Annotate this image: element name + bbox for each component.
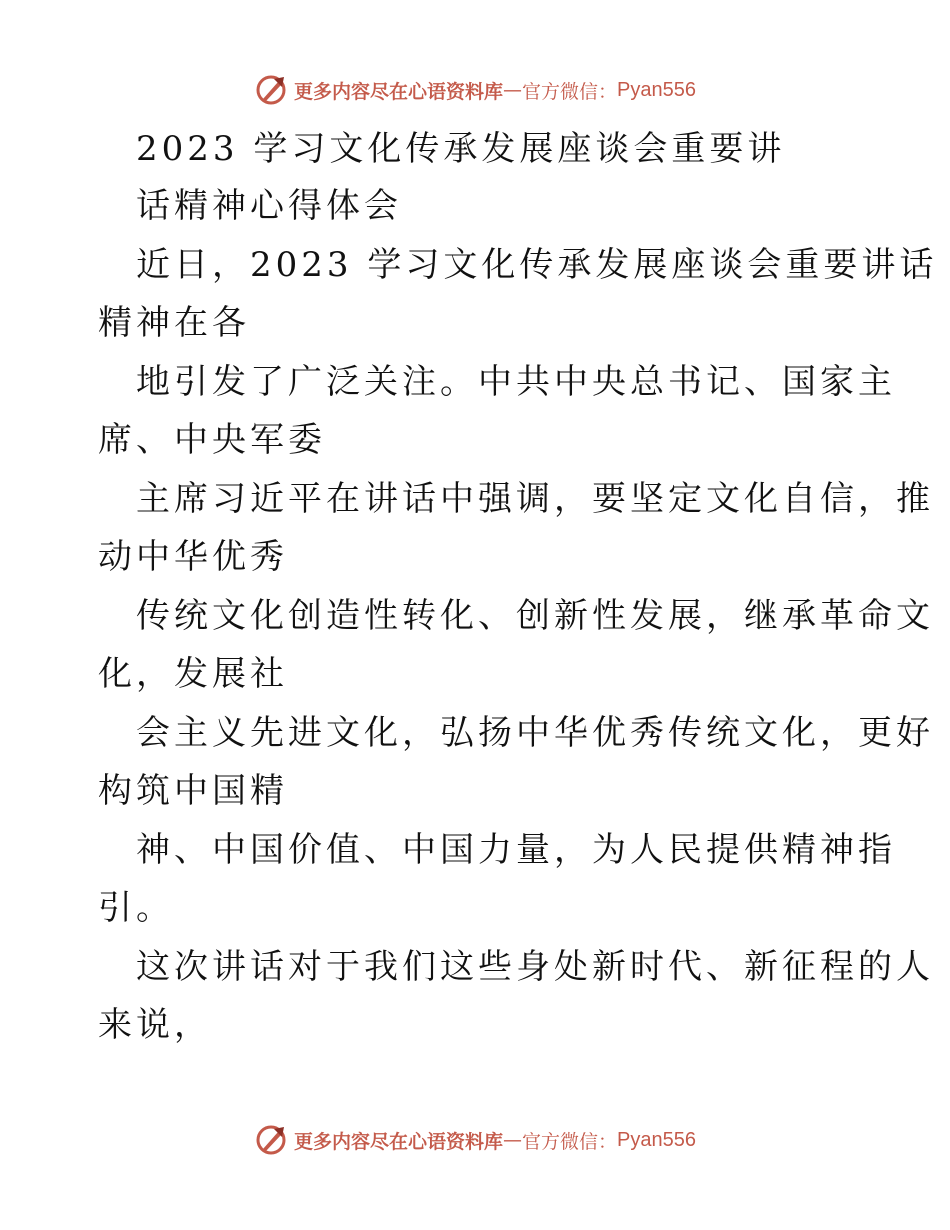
paragraph-line: 近日，2023 学习文化传承发展座谈会重要讲话 (136, 245, 938, 285)
header-watermark (0, 70, 950, 110)
paragraph-line: 这次讲话对于我们这些身处新时代、新征程的人 (136, 947, 934, 987)
watermark-main-text: 更多内容尽在心语资料库 (294, 80, 504, 103)
quill-logo-icon (254, 1123, 288, 1157)
paragraph-line: 神、中国价值、中国力量，为人民提供精神指 (136, 830, 896, 870)
paragraph-line: 引。 (98, 888, 174, 928)
paragraph-line: 席、中央军委 (98, 420, 326, 460)
title-line-1: 2023 学习文化传承发展座谈会重要讲 (136, 129, 786, 169)
paragraph-line: 构筑中国精 (98, 771, 288, 811)
watermark-id: Pyan556 (617, 1128, 696, 1151)
paragraph-line: 精神在各 (98, 303, 250, 343)
paragraph-line: 会主义先进文化，弘扬中华优秀传统文化，更好 (136, 713, 934, 753)
title-line-2: 话精神心得体会 (136, 186, 402, 226)
quill-logo-icon (254, 73, 288, 107)
watermark-dash: — (503, 1129, 523, 1151)
paragraph-line: 主席习近平在讲话中强调，要坚定文化自信，推 (136, 479, 934, 519)
watermark-main-text: 更多内容尽在心语资料库 (294, 1130, 504, 1153)
paragraph-line: 来说， (98, 1005, 212, 1045)
footer-watermark (0, 1120, 950, 1160)
watermark-id: Pyan556 (617, 78, 696, 101)
watermark-sub-text: 官方微信： (522, 80, 618, 103)
watermark-sub-text: 官方微信： (522, 1130, 618, 1153)
paragraph-line: 地引发了广泛关注。中共中央总书记、国家主 (136, 362, 896, 402)
paragraph-line: 动中华优秀 (98, 537, 288, 577)
paragraph-line: 传统文化创造性转化、创新性发展，继承革命文 (136, 596, 934, 636)
paragraph-line: 化，发展社 (98, 654, 288, 694)
watermark-dash: — (503, 79, 523, 101)
